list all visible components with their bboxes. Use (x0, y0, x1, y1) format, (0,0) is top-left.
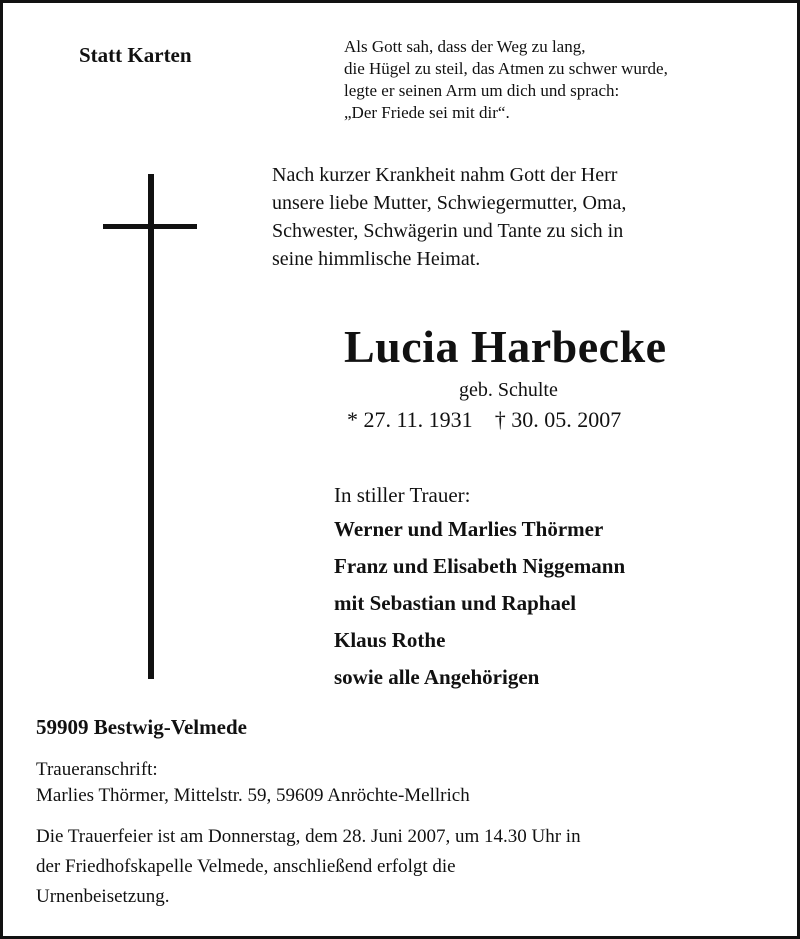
intro-line: Schwester, Schwägerin und Tante zu sich in (272, 220, 624, 242)
death-date: † 30. 05. 2007 (494, 407, 622, 432)
address-label: Traueranschrift: (36, 759, 158, 780)
poem-line: die Hügel zu steil, das Atmen zu schwer wurde, (344, 59, 668, 78)
mourner-name: Werner und Marlies Thörmer (334, 517, 604, 541)
statt-karten-heading: Statt Karten (79, 43, 192, 67)
intro-text (272, 161, 626, 273)
intro-line: Nach kurzer Krankheit nahm Gott der Herr (272, 164, 618, 186)
intro-line: unsere liebe Mutter, Schwiegermutter, Oma, (272, 192, 627, 214)
maiden-name: geb. Schulte (459, 379, 558, 401)
poem-line: Als Gott sah, dass der Weg zu lang, (344, 37, 586, 56)
life-dates (347, 407, 621, 433)
ceremony-line: Die Trauerfeier ist am Donnerstag, dem 28. Juni 2007, um 14.30 Uhr in (36, 826, 581, 847)
poem-line: „Der Friede sei mit dir“. (344, 103, 510, 122)
cross-icon-bar (103, 224, 197, 229)
mourners-heading: In stiller Trauer: (334, 483, 471, 507)
mourners-list (334, 511, 625, 696)
poem-line: legte er seinen Arm um dich und sprach: (344, 81, 620, 100)
intro-line: seine himmlische Heimat. (272, 248, 481, 270)
mourning-address (36, 757, 470, 809)
place-heading: 59909 Bestwig-Velmede (36, 715, 247, 739)
mourner-name: mit Sebastian und Raphael (334, 591, 577, 615)
mourner-name: Franz und Elisabeth Niggemann (334, 554, 626, 578)
deceased-name: Lucia Harbecke (344, 321, 667, 372)
cross-icon (148, 174, 154, 679)
ceremony-info (36, 822, 776, 912)
ceremony-line: der Friedhofskapelle Velmede, anschließend erfolgt die (36, 856, 456, 877)
mourner-name: Klaus Rothe (334, 628, 446, 652)
poem (344, 36, 668, 124)
birth-date: * 27. 11. 1931 (347, 407, 473, 432)
ceremony-line: Urnenbeisetzung. (36, 886, 170, 907)
mourner-name: sowie alle Angehörigen (334, 665, 540, 689)
address-text: Marlies Thörmer, Mittelstr. 59, 59609 Anröchte-Mellrich (36, 785, 470, 806)
